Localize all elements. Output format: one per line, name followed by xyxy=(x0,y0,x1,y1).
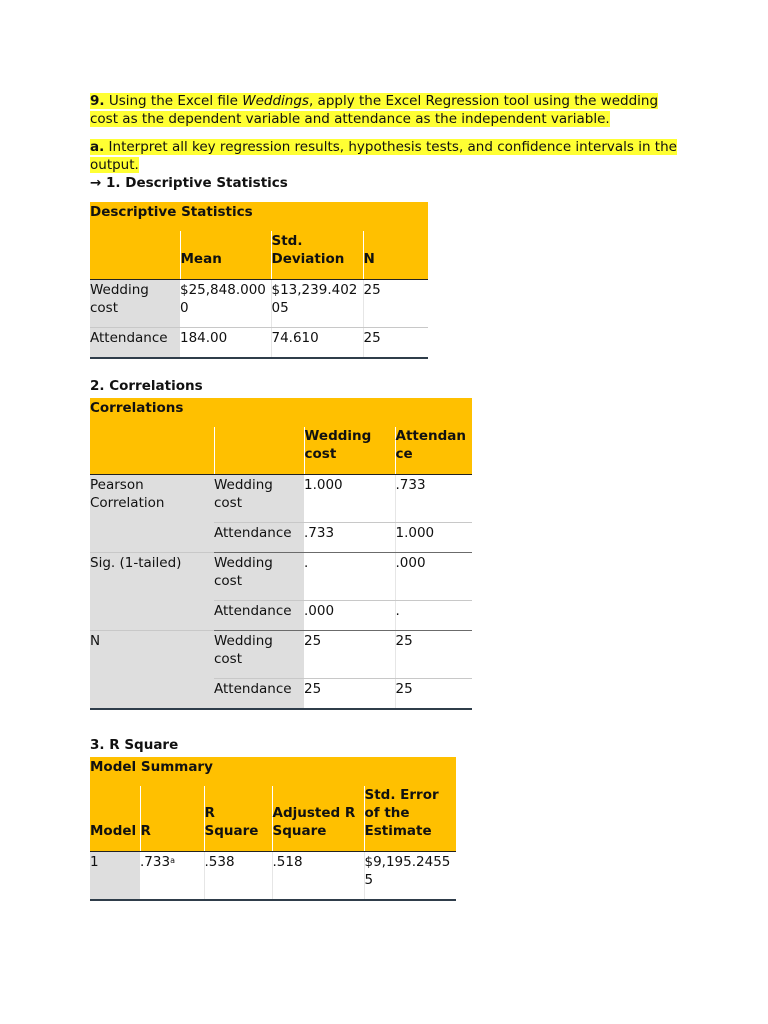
variable-label: Wedding cost xyxy=(214,475,304,523)
question-text-before: Using the Excel file xyxy=(108,93,238,109)
section-3-heading: 3. R Square xyxy=(90,737,179,753)
header-n: N xyxy=(363,231,428,280)
mean-value: $25,848.0000 xyxy=(180,280,271,328)
table-title: Descriptive Statistics xyxy=(90,202,428,231)
wedding-value: . xyxy=(304,553,395,601)
r-cell xyxy=(140,852,204,901)
header-adjusted-r-square: Adjusted R Square xyxy=(272,786,364,852)
document-page xyxy=(90,92,690,901)
question-9 xyxy=(90,92,690,128)
header-std-error: Std. Error of the Estimate xyxy=(364,786,456,852)
n-value: 25 xyxy=(363,328,428,359)
std-error-value: $9,195.24555 xyxy=(364,852,456,901)
row-label: Wedding cost xyxy=(90,280,180,328)
wedding-value: .733 xyxy=(304,523,395,553)
group-label: Sig. (1-tailed) xyxy=(90,553,214,631)
header-empty xyxy=(90,231,180,280)
section-1-heading: → 1. Descriptive Statistics xyxy=(90,175,288,191)
wedding-value: 25 xyxy=(304,631,395,679)
attendance-value: 1.000 xyxy=(395,523,472,553)
wedding-value: 25 xyxy=(304,679,395,710)
question-a xyxy=(90,138,690,174)
mean-value: 184.00 xyxy=(180,328,271,359)
row-label: Attendance xyxy=(90,328,180,359)
attendance-value: . xyxy=(395,601,472,631)
r-footnote-marker: a xyxy=(170,856,175,865)
table-row xyxy=(90,328,428,359)
wedding-value: 1.000 xyxy=(304,475,395,523)
variable-label: Attendance xyxy=(214,679,304,710)
n-value: 25 xyxy=(363,280,428,328)
header-empty xyxy=(214,427,304,475)
question-number: 9. xyxy=(90,93,105,109)
r-square-value: .538 xyxy=(204,852,272,901)
table-row xyxy=(90,631,472,679)
model-number: 1 xyxy=(90,852,140,901)
group-label: Pearson Correlation xyxy=(90,475,214,553)
file-name: Weddings xyxy=(242,93,309,109)
header-empty xyxy=(90,427,214,475)
std-value: $13,239.40205 xyxy=(271,280,363,328)
table-row xyxy=(90,280,428,328)
attendance-value: 25 xyxy=(395,631,472,679)
header-attendance: Attendance xyxy=(395,427,472,475)
question-a-text: Interpret all key regression results, hypothesis tests, and confidence intervals in the output. xyxy=(90,139,677,173)
wedding-value: .000 xyxy=(304,601,395,631)
table-row xyxy=(90,852,456,901)
attendance-value: .733 xyxy=(395,475,472,523)
header-r: R xyxy=(140,786,204,852)
variable-label: Wedding cost xyxy=(214,631,304,679)
adjusted-r-square-value: .518 xyxy=(272,852,364,901)
question-a-letter: a. xyxy=(90,139,105,155)
std-value: 74.610 xyxy=(271,328,363,359)
table-title: Correlations xyxy=(90,398,472,427)
section-2-heading: 2. Correlations xyxy=(90,378,203,394)
model-summary-table xyxy=(90,757,456,901)
header-model: Model xyxy=(90,786,140,852)
variable-label: Attendance xyxy=(214,523,304,553)
r-value: .733 xyxy=(140,854,171,870)
header-wedding-cost: Wedding cost xyxy=(304,427,395,475)
descriptive-statistics-table xyxy=(90,202,428,359)
variable-label: Wedding cost xyxy=(214,553,304,601)
table-title: Model Summary xyxy=(90,757,456,786)
attendance-value: 25 xyxy=(395,679,472,710)
variable-label: Attendance xyxy=(214,601,304,631)
table-row xyxy=(90,475,472,523)
group-label: N xyxy=(90,631,214,710)
attendance-value: .000 xyxy=(395,553,472,601)
correlations-table xyxy=(90,398,472,710)
header-std-deviation: Std. Deviation xyxy=(271,231,363,280)
table-row xyxy=(90,553,472,601)
header-r-square: R Square xyxy=(204,786,272,852)
question-text-after: , apply the Excel Regression tool using the wedding cost as the dependent variable and attendance as the independent variable. xyxy=(90,93,659,127)
header-mean: Mean xyxy=(180,231,271,280)
